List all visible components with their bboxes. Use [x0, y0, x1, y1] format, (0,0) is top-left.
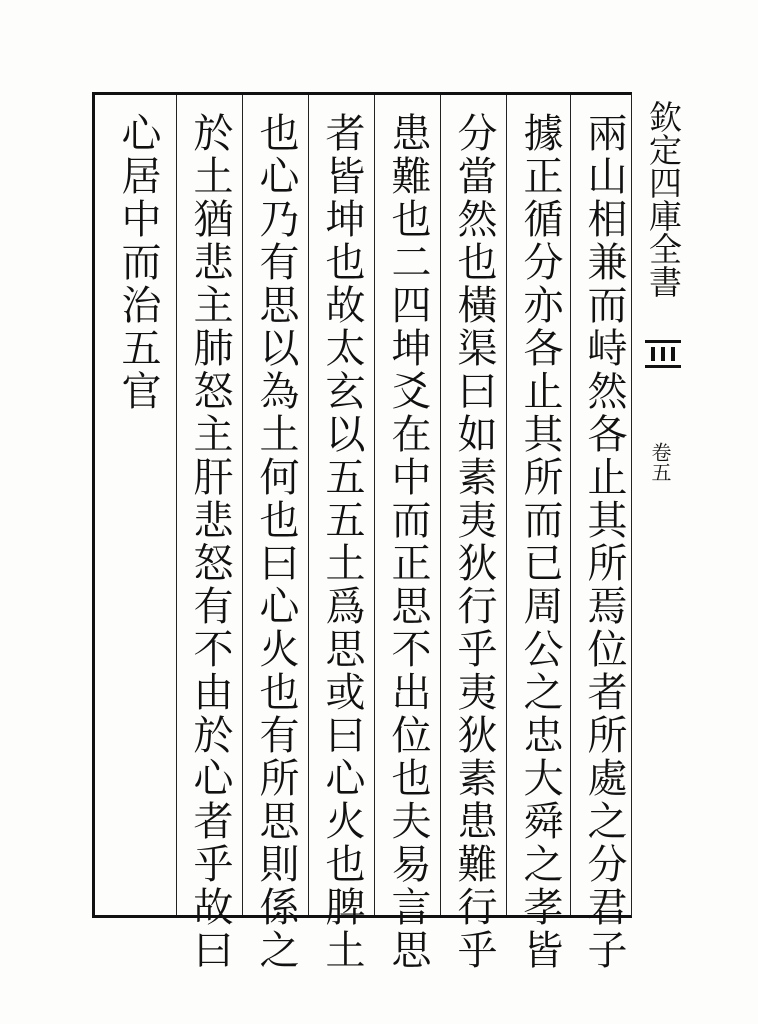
- text-column-3: 分當然也橫渠曰如素夷狄行乎夷狄素患難行乎: [451, 112, 497, 972]
- column-rule: [176, 95, 177, 915]
- text-column-1: 兩山相兼而峙然各止其所焉位者所處之分君子: [581, 112, 627, 972]
- column-rule: [374, 95, 375, 915]
- text-column-6: 也心乃有思以為土何也曰心火也有所思則係之: [253, 112, 299, 972]
- column-rule: [242, 95, 243, 915]
- text-column-4: 患難也二四坤爻在中而正思不出位也夫易言思: [385, 112, 431, 972]
- text-column-5: 者皆坤也故太玄以五五土爲思或曰心火也脾土: [319, 112, 365, 972]
- book-title: 欽定四庫全書: [644, 100, 683, 298]
- column-rule: [308, 95, 309, 915]
- column-rule: [440, 95, 441, 915]
- volume-label: 卷五: [648, 442, 672, 482]
- text-column-2: 據正循分亦各止其所而已周公之忠大舜之孝皆: [517, 112, 563, 972]
- fish-tail-mark-icon: [645, 340, 681, 368]
- column-rule: [506, 95, 507, 915]
- text-column-7: 於土猶悲主肺怒主肝悲怒有不由於心者乎故曰: [187, 112, 233, 972]
- text-column-8: 心居中而治五官: [115, 112, 161, 413]
